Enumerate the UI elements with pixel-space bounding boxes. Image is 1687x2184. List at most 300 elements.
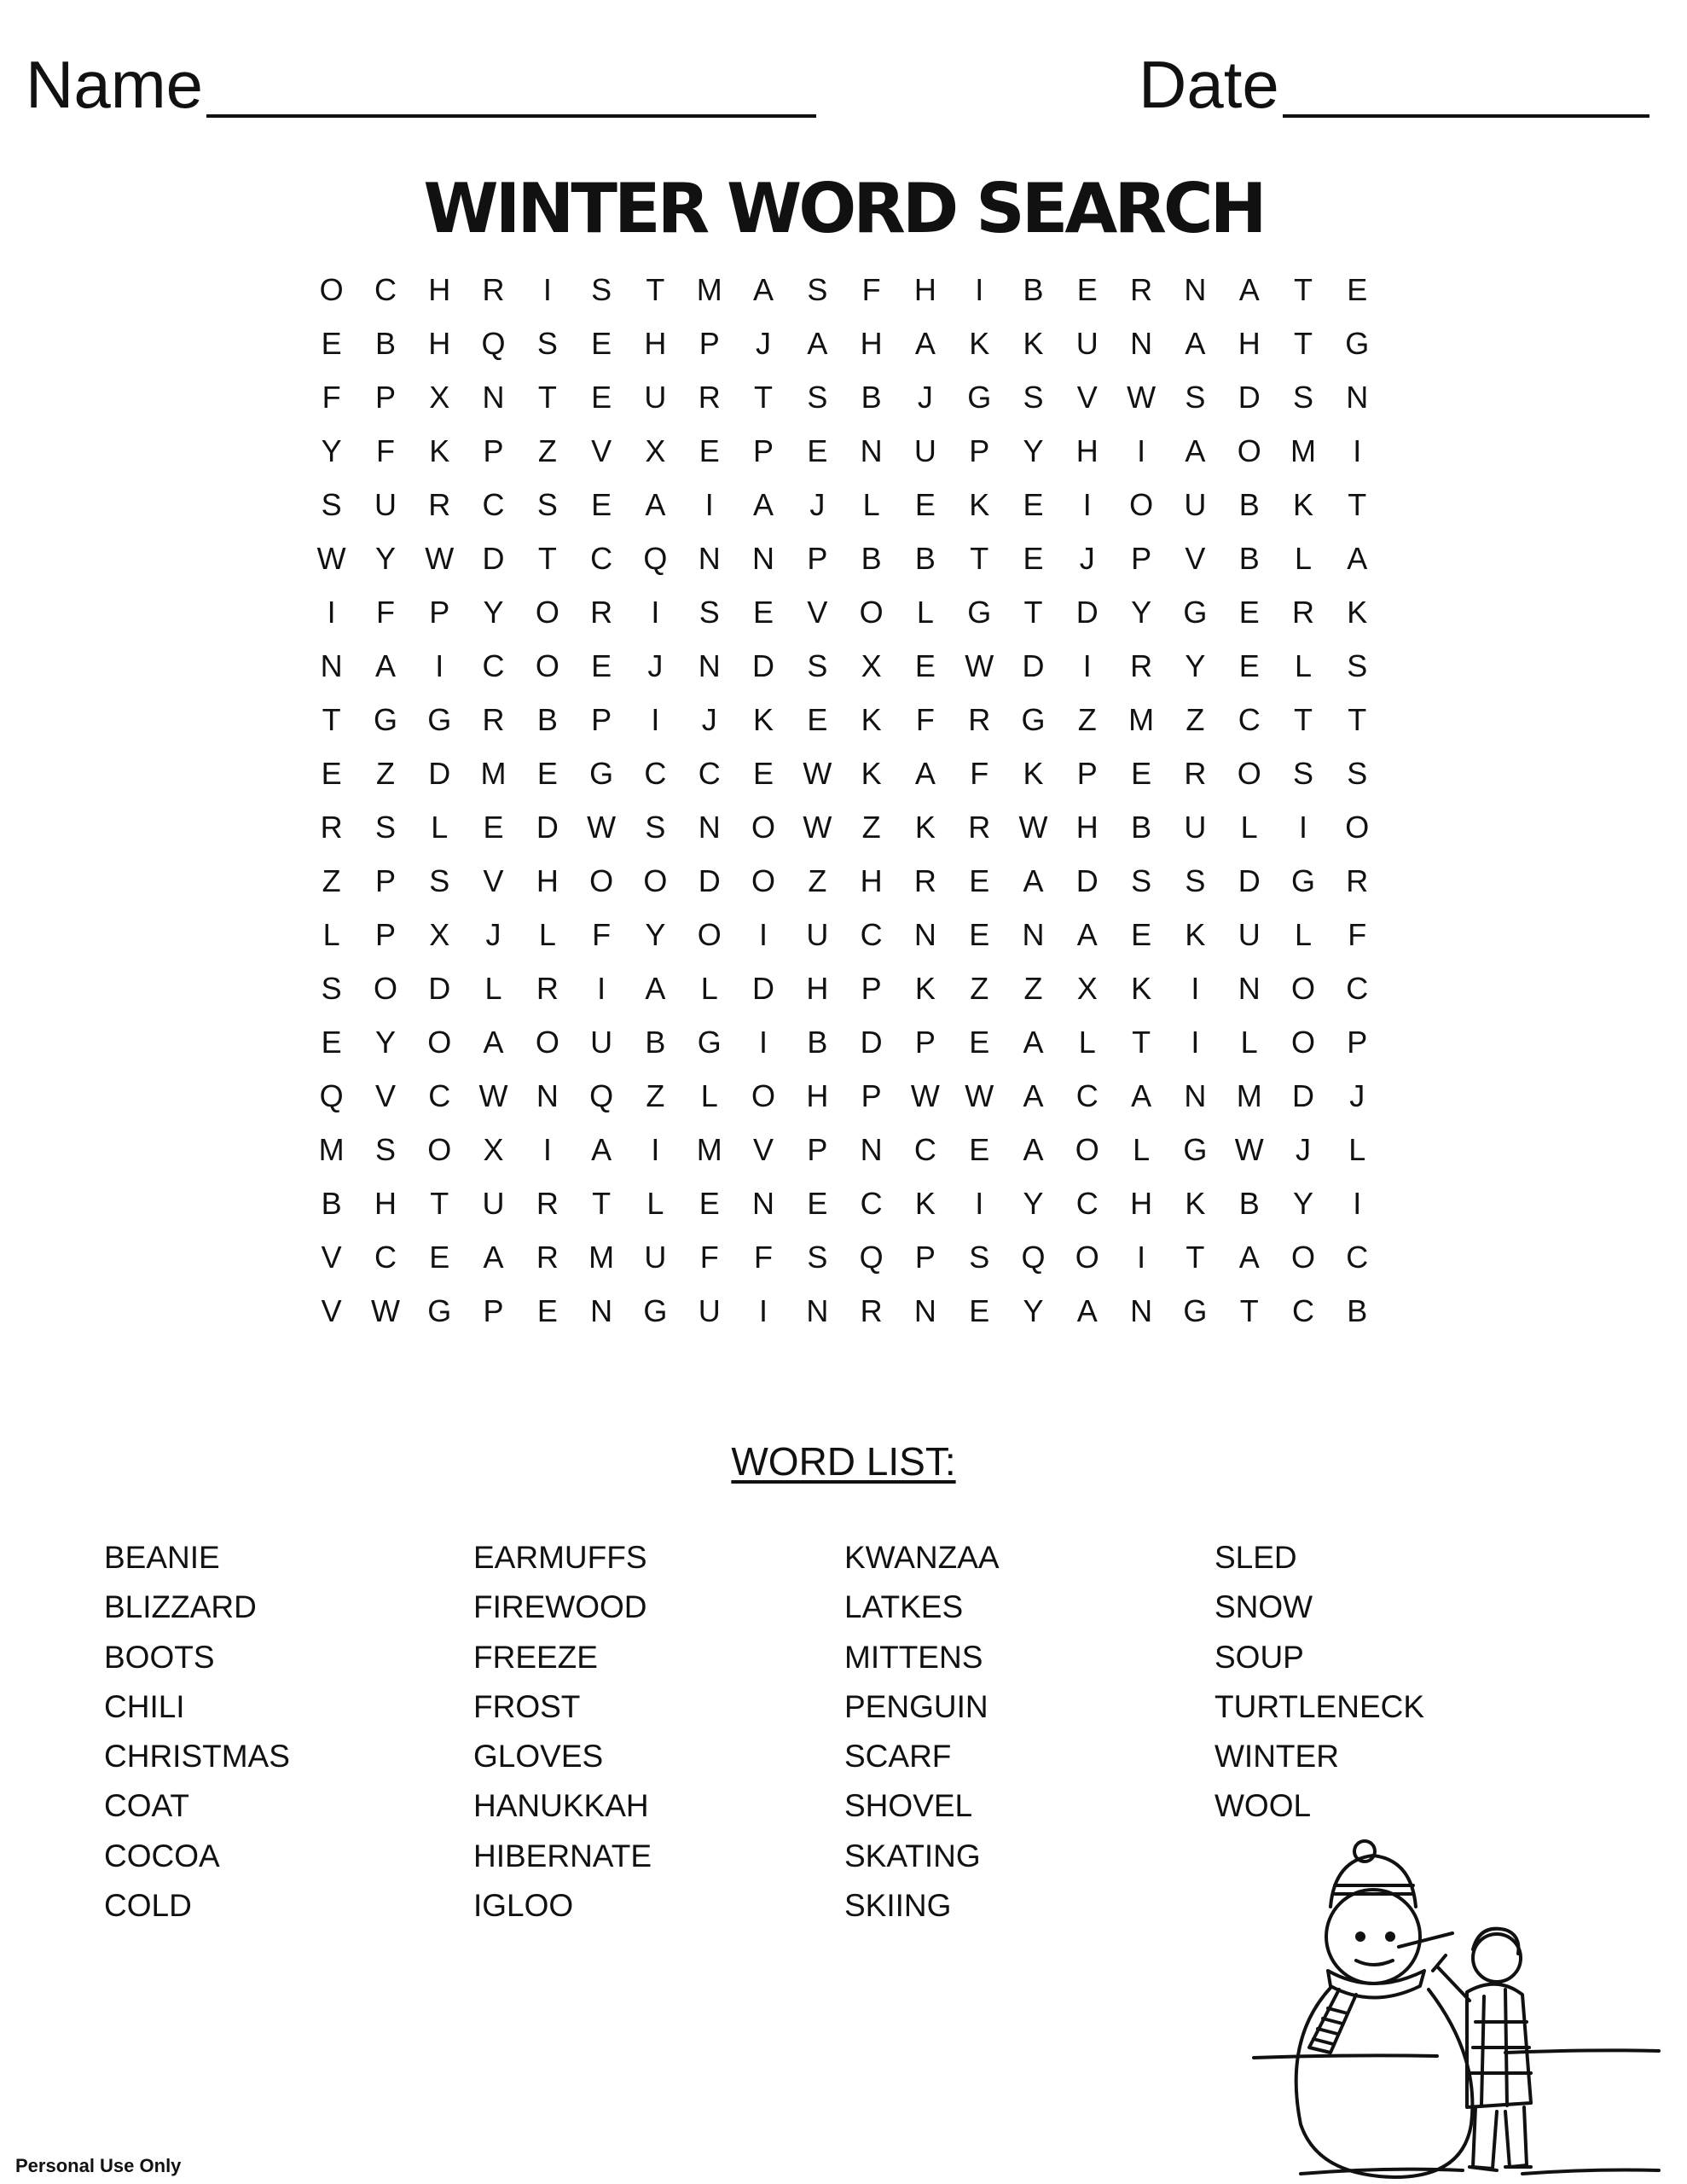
grid-letter: L (538, 917, 556, 952)
grid-letter: T (1293, 272, 1313, 307)
grid-letter: Z (1023, 971, 1043, 1006)
grid-row (304, 370, 1393, 424)
grid-letter: W (803, 810, 832, 845)
grid-letter: Y (1023, 1186, 1044, 1221)
grid-letter: R (536, 971, 559, 1006)
grid-letter: N (698, 648, 721, 683)
grid-letter: P (753, 433, 774, 468)
grid-letter: W (370, 1293, 400, 1328)
grid-letter: E (1347, 272, 1368, 307)
word-list-item: COCOA (104, 1838, 220, 1873)
grid-letter: I (651, 1132, 660, 1167)
grid-letter: T (646, 272, 665, 307)
grid-letter: B (807, 1025, 828, 1060)
grid-letter: I (1137, 433, 1146, 468)
grid-letter: K (429, 433, 450, 468)
grid-letter: T (1239, 1293, 1259, 1328)
grid-letter: G (1345, 326, 1370, 361)
grid-letter: T (592, 1186, 612, 1221)
grid-letter: A (1347, 541, 1368, 576)
grid-letter: A (1023, 1025, 1044, 1060)
grid-letter: P (861, 1078, 882, 1113)
grid-letter: P (807, 1132, 828, 1167)
grid-letter: U (913, 433, 936, 468)
word-list-item: IGLOO (473, 1888, 574, 1924)
grid-letter: I (759, 917, 768, 952)
grid-letter: Q (481, 326, 506, 361)
grid-letter: L (1294, 917, 1312, 952)
word-list-item: WINTER (1215, 1739, 1339, 1774)
grid-letter: L (431, 810, 449, 845)
grid-letter: W (965, 648, 994, 683)
grid-letter: U (1184, 487, 1207, 522)
grid-letter: G (1183, 1132, 1208, 1167)
grid-letter: S (536, 326, 558, 361)
grid-letter: U (374, 487, 397, 522)
grid-letter: D (752, 971, 775, 1006)
grid-letter: X (429, 917, 450, 952)
word-list-item: SOUP (1215, 1639, 1304, 1675)
grid-letter: O (373, 971, 397, 1006)
grid-letter: O (535, 1025, 559, 1060)
grid-letter: K (969, 487, 990, 522)
grid-letter: G (589, 756, 614, 791)
grid-letter: G (697, 1025, 722, 1060)
grid-letter: S (429, 863, 450, 898)
grid-letter: O (319, 272, 344, 307)
grid-letter: R (968, 810, 991, 845)
grid-letter: L (916, 595, 934, 630)
grid-letter: R (1130, 648, 1153, 683)
grid-letter: S (1347, 756, 1368, 791)
grid-letter: E (321, 1025, 342, 1060)
grid-letter: H (1130, 1186, 1153, 1221)
grid-letter: P (861, 971, 882, 1006)
grid-letter: Y (1023, 1293, 1044, 1328)
grid-row (304, 1176, 1393, 1230)
grid-letter: C (1291, 1293, 1314, 1328)
grid-letter: R (428, 487, 451, 522)
grid-letter: X (645, 433, 666, 468)
grid-letter: E (1131, 756, 1152, 791)
grid-row (304, 263, 1393, 317)
grid-letter: K (861, 702, 882, 737)
grid-letter: D (1075, 863, 1099, 898)
grid-letter: U (644, 1240, 667, 1275)
grid-letter: E (429, 1240, 450, 1275)
grid-letter: L (646, 1186, 664, 1221)
grid-letter: S (699, 595, 720, 630)
grid-letter: I (651, 702, 660, 737)
grid-letter: C (698, 756, 721, 791)
grid-letter: E (1238, 648, 1260, 683)
personal-use-note: Personal Use Only (15, 2155, 182, 2176)
grid-letter: T (1132, 1025, 1151, 1060)
grid-letter: O (1129, 487, 1154, 522)
grid-letter: E (969, 863, 990, 898)
grid-letter: U (644, 380, 667, 415)
grid-letter: T (537, 380, 557, 415)
grid-row (304, 424, 1393, 478)
grid-letter: Z (375, 756, 395, 791)
grid-letter: Z (1077, 702, 1097, 737)
grid-letter: V (1076, 380, 1098, 415)
grid-letter: D (1291, 1078, 1314, 1113)
grid-letter: N (698, 810, 721, 845)
grid-letter: N (860, 433, 883, 468)
grid-letter: U (482, 1186, 505, 1221)
grid-letter: C (1346, 1240, 1369, 1275)
word-list-item: SKIING (844, 1888, 952, 1924)
grid-letter: N (698, 541, 721, 576)
grid-letter: F (1348, 917, 1367, 952)
grid-letter: K (1292, 487, 1313, 522)
grid-letter: L (1240, 810, 1258, 845)
grid-letter: H (374, 1186, 397, 1221)
grid-letter: D (428, 756, 451, 791)
grid-row (304, 961, 1393, 1015)
grid-letter: O (1345, 810, 1370, 845)
grid-letter: H (860, 863, 883, 898)
grid-letter: V (591, 433, 612, 468)
grid-letter: S (1023, 380, 1044, 415)
grid-letter: E (699, 1186, 720, 1221)
grid-row (304, 1230, 1393, 1284)
grid-letter: G (1290, 863, 1315, 898)
grid-letter: S (1131, 863, 1152, 898)
grid-letter: M (1236, 1078, 1262, 1113)
grid-letter: V (483, 863, 504, 898)
grid-letter: P (1076, 756, 1098, 791)
grid-letter: B (1238, 1186, 1260, 1221)
grid-letter: U (590, 1025, 613, 1060)
grid-letter: B (861, 541, 882, 576)
grid-letter: K (1185, 917, 1206, 952)
grid-letter: O (427, 1132, 452, 1167)
grid-letter: A (914, 326, 936, 361)
word-list-item: BEANIE (104, 1540, 220, 1575)
grid-letter: S (321, 487, 342, 522)
grid-letter: A (753, 487, 774, 522)
word-list-item: SKATING (844, 1838, 981, 1873)
grid-letter: E (1023, 487, 1044, 522)
grid-letter: Y (321, 433, 342, 468)
grid-letter: N (913, 917, 936, 952)
grid-letter: N (752, 1186, 775, 1221)
grid-letter: R (860, 1293, 883, 1328)
grid-letter: X (861, 648, 882, 683)
word-list-item: FROST (473, 1688, 581, 1724)
grid-letter: J (1079, 541, 1095, 576)
grid-letter: O (697, 917, 722, 952)
name-field (26, 47, 816, 122)
grid-letter: Y (1185, 648, 1206, 683)
word-list-item: LATKES (844, 1589, 964, 1625)
grid-letter: I (975, 1186, 984, 1221)
grid-letter: S (1347, 648, 1368, 683)
grid-row (304, 908, 1393, 961)
grid-letter: F (699, 1240, 719, 1275)
grid-letter: A (753, 272, 774, 307)
grid-letter: D (698, 863, 721, 898)
grid-letter: Y (1131, 595, 1152, 630)
grid-letter: T (754, 380, 774, 415)
grid-letter: E (914, 487, 936, 522)
grid-letter: V (374, 1078, 396, 1113)
grid-letter: Q (589, 1078, 614, 1113)
grid-letter: O (1237, 756, 1261, 791)
grid-letter: E (1238, 595, 1260, 630)
grid-letter: N (1130, 1293, 1153, 1328)
grid-letter: I (1191, 1025, 1200, 1060)
grid-letter: R (536, 1240, 559, 1275)
grid-letter: S (969, 1240, 990, 1275)
grid-letter: R (1346, 863, 1369, 898)
grid-letter: O (1290, 1240, 1315, 1275)
grid-letter: L (484, 971, 502, 1006)
grid-letter: B (374, 326, 396, 361)
grid-letter: K (1185, 1186, 1206, 1221)
grid-letter: S (591, 272, 612, 307)
grid-letter: W (1127, 380, 1157, 415)
grid-letter: E (591, 648, 612, 683)
grid-letter: E (591, 380, 612, 415)
grid-letter: Q (643, 541, 668, 576)
word-list-item: SCARF (844, 1739, 952, 1774)
grid-letter: P (699, 326, 720, 361)
grid-letter: B (536, 702, 558, 737)
grid-letter: I (1191, 971, 1200, 1006)
grid-letter: K (1347, 595, 1368, 630)
grid-letter: I (1353, 433, 1362, 468)
grid-letter: T (1348, 702, 1367, 737)
grid-letter: O (1290, 1025, 1315, 1060)
grid-letter: S (536, 487, 558, 522)
grid-letter: D (752, 648, 775, 683)
grid-letter: L (1240, 1025, 1258, 1060)
grid-letter: H (860, 326, 883, 361)
grid-letter: P (1347, 1025, 1368, 1060)
grid-letter: Z (537, 433, 557, 468)
grid-letter: I (1082, 487, 1092, 522)
grid-letter: A (1023, 863, 1044, 898)
grid-letter: S (374, 1132, 396, 1167)
grid-letter: V (321, 1293, 342, 1328)
grid-letter: C (428, 1078, 451, 1113)
grid-letter: O (1075, 1240, 1099, 1275)
grid-letter: Z (646, 1078, 665, 1113)
grid-letter: W (1234, 1132, 1264, 1167)
grid-letter: N (1130, 326, 1153, 361)
grid-letter: S (807, 380, 828, 415)
grid-letter: I (1137, 1240, 1146, 1275)
grid-row (304, 585, 1393, 639)
grid-letter: W (587, 810, 617, 845)
grid-letter: C (1238, 702, 1261, 737)
grid-letter: F (375, 595, 395, 630)
grid-letter: E (969, 917, 990, 952)
grid-letter: C (590, 541, 613, 576)
grid-letter: B (1347, 1293, 1368, 1328)
grid-letter: O (1075, 1132, 1099, 1167)
grid-letter: Y (374, 1025, 396, 1060)
grid-letter: A (1076, 917, 1098, 952)
grid-letter: A (645, 971, 666, 1006)
word-list-item: CHRISTMAS (104, 1739, 290, 1774)
grid-letter: F (754, 1240, 774, 1275)
grid-letter: S (1185, 380, 1206, 415)
grid-letter: D (860, 1025, 883, 1060)
grid-letter: C (644, 756, 667, 791)
grid-letter: I (542, 1132, 552, 1167)
grid-letter: I (651, 595, 660, 630)
grid-letter: C (1075, 1186, 1099, 1221)
grid-letter: E (591, 487, 612, 522)
grid-letter: K (861, 756, 882, 791)
letter-grid (304, 263, 1393, 1338)
grid-letter: G (427, 1293, 452, 1328)
grid-letter: R (1291, 595, 1314, 630)
grid-letter: P (483, 1293, 504, 1328)
grid-letter: I (1298, 810, 1307, 845)
grid-letter: T (322, 702, 341, 737)
grid-letter: H (1075, 810, 1099, 845)
grid-row (304, 639, 1393, 693)
grid-letter: E (969, 1293, 990, 1328)
grid-letter: O (859, 595, 884, 630)
grid-letter: A (374, 648, 396, 683)
word-list-item: GLOVES (473, 1739, 604, 1774)
grid-letter: A (483, 1025, 504, 1060)
grid-letter: T (1348, 487, 1367, 522)
grid-letter: E (807, 433, 828, 468)
grid-letter: A (1023, 1132, 1044, 1167)
word-list-item: HANUKKAH (473, 1788, 649, 1824)
grid-letter: W (803, 756, 832, 791)
word-list-item: TURTLENECK (1215, 1688, 1425, 1724)
grid-letter: E (969, 1025, 990, 1060)
grid-letter: Y (1023, 433, 1044, 468)
grid-letter: F (592, 917, 612, 952)
grid-letter: N (752, 541, 775, 576)
grid-letter: V (753, 1132, 774, 1167)
grid-letter: H (428, 326, 451, 361)
grid-letter: G (373, 702, 397, 737)
grid-letter: H (536, 863, 559, 898)
grid-letter: P (374, 917, 396, 952)
grid-letter: V (1185, 541, 1206, 576)
grid-letter: I (542, 272, 552, 307)
grid-letter: K (1023, 326, 1044, 361)
grid-letter: P (374, 380, 396, 415)
word-list-item: WOOL (1215, 1788, 1312, 1824)
grid-letter: R (536, 1186, 559, 1221)
grid-letter: N (1022, 917, 1045, 952)
word-list-item: BOOTS (104, 1639, 215, 1675)
grid-letter: S (321, 971, 342, 1006)
grid-letter: C (374, 1240, 397, 1275)
grid-letter: C (482, 487, 505, 522)
grid-letter: P (429, 595, 450, 630)
grid-letter: N (806, 1293, 829, 1328)
grid-letter: V (807, 595, 828, 630)
grid-letter: D (1238, 863, 1261, 898)
grid-letter: B (1131, 810, 1152, 845)
grid-letter: Q (859, 1240, 884, 1275)
grid-letter: L (862, 487, 880, 522)
grid-letter: R (1184, 756, 1207, 791)
grid-letter: Z (1186, 702, 1205, 737)
word-list-item: SNOW (1215, 1589, 1313, 1625)
grid-letter: D (536, 810, 559, 845)
grid-letter: Z (861, 810, 881, 845)
grid-letter: W (910, 1078, 940, 1113)
grid-letter: O (427, 1025, 452, 1060)
grid-letter: S (807, 1240, 828, 1275)
grid-letter: K (1131, 971, 1152, 1006)
name-label: Name (26, 47, 204, 122)
grid-letter: L (700, 971, 718, 1006)
grid-letter: S (1292, 380, 1313, 415)
grid-letter: R (968, 702, 991, 737)
grid-letter: G (643, 1293, 668, 1328)
word-list-column (104, 1537, 290, 1935)
grid-letter: C (1075, 1078, 1099, 1113)
grid-row (304, 478, 1393, 531)
grid-letter: B (321, 1186, 342, 1221)
grid-letter: K (753, 702, 774, 737)
grid-letter: J (1295, 1132, 1311, 1167)
grid-letter: J (701, 702, 717, 737)
grid-letter: W (965, 1078, 994, 1113)
grid-letter: F (322, 380, 341, 415)
grid-letter: U (1238, 917, 1261, 952)
grid-letter: E (536, 756, 558, 791)
grid-row (304, 1015, 1393, 1069)
grid-letter: T (1186, 1240, 1205, 1275)
grid-letter: U (698, 1293, 721, 1328)
grid-letter: V (321, 1240, 342, 1275)
grid-letter: C (860, 917, 883, 952)
grid-letter: D (482, 541, 505, 576)
grid-letter: A (1076, 1293, 1098, 1328)
grid-letter: H (644, 326, 667, 361)
grid-letter: S (645, 810, 666, 845)
grid-letter: M (318, 1132, 345, 1167)
grid-letter: E (591, 326, 612, 361)
grid-letter: H (806, 971, 829, 1006)
grid-letter: J (756, 326, 772, 361)
grid-letter: H (806, 1078, 829, 1113)
grid-letter: A (645, 487, 666, 522)
grid-letter: U (806, 917, 829, 952)
grid-letter: R (698, 380, 721, 415)
grid-letter: S (807, 272, 828, 307)
grid-letter: B (1023, 272, 1044, 307)
grid-letter: C (482, 648, 505, 683)
grid-letter: A (1185, 433, 1206, 468)
grid-letter: K (914, 810, 936, 845)
grid-letter: P (591, 702, 612, 737)
date-line (1283, 55, 1649, 118)
grid-letter: D (1022, 648, 1045, 683)
grid-letter: R (590, 595, 613, 630)
grid-letter: E (1023, 541, 1044, 576)
grid-letter: L (322, 917, 340, 952)
grid-letter: R (482, 272, 505, 307)
grid-letter: N (1238, 971, 1261, 1006)
word-list-item: COAT (104, 1788, 190, 1824)
